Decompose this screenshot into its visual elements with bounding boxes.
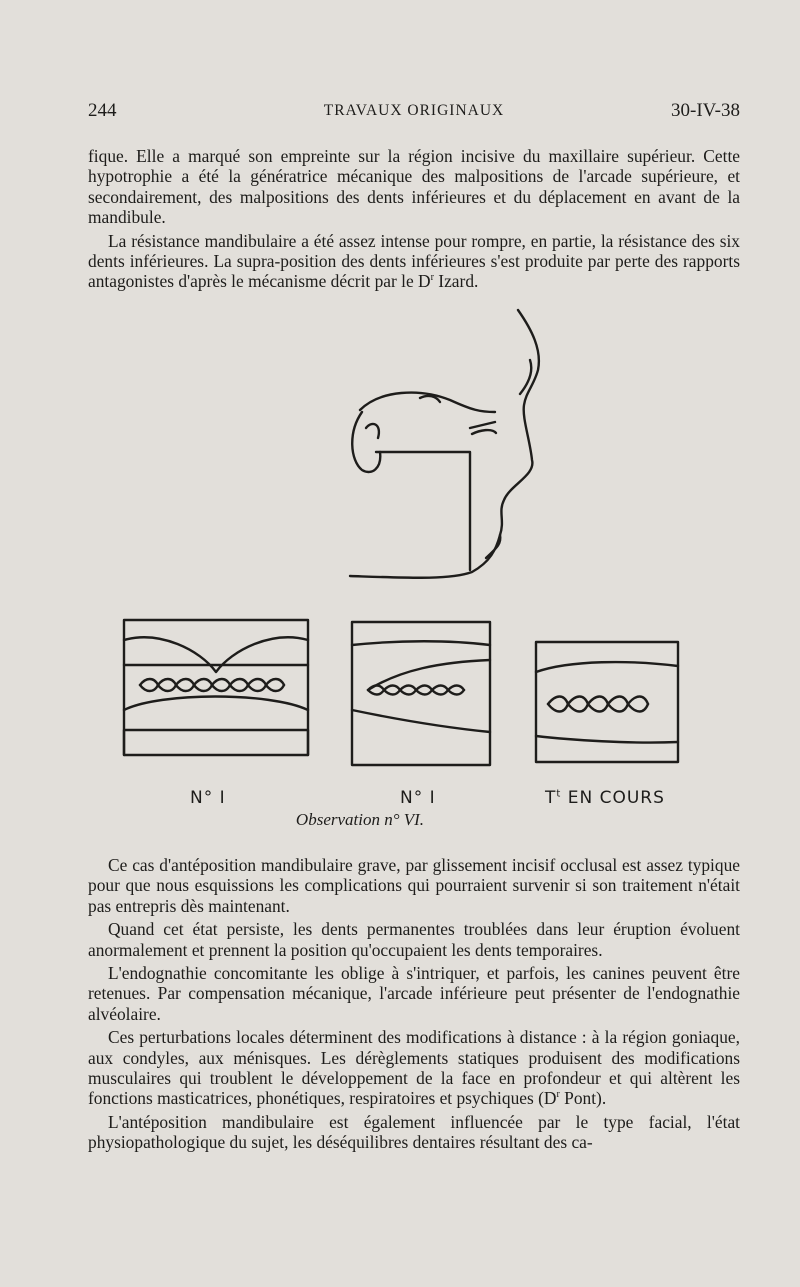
paragraph-4: Quand cet état persiste, les dents permanentes troublées dans leur éruption évoluent anormalement et prennent la position qu'occupaient les dents temporaires. (88, 919, 740, 960)
figure-label-3: $T^t$ EN COURS (545, 788, 665, 808)
paragraph-7: L'antéposition mandibulaire est également influencée par le type facial, l'état physiopathologique du sujet, les déséquilibres dentaires résultant des ca- (88, 1111, 740, 1153)
figure-label-2: N° I (400, 788, 436, 808)
dental-cast-1 (124, 620, 308, 755)
figure-label-1: N° I (190, 788, 226, 808)
top-text-block (88, 146, 740, 292)
figure-observation-vi (100, 300, 720, 840)
bottom-text-block (88, 855, 740, 1153)
paragraph-1: fique. Elle a marqué son empreinte sur la région incisive du maxillaire supérieur. Cette hypotrophie a été la génératrice mécanique des malpositions de l'arcade supérieure, et secondairement, des malpositions des dents inférieures et du déplacement en avant de la mandibule. (88, 146, 740, 228)
running-header (88, 100, 740, 126)
paragraph-5: L'endognathie concomitante les oblige à s'intriquer, et parfois, les canines peuvent être retenues. Par compensation mécanique, l'arcade inférieure peut présenter de l'endognathie alvéolaire. (88, 963, 740, 1024)
dental-cast-2 (352, 622, 490, 765)
figure-caption: Observation n° VI. (295, 810, 425, 829)
paragraph-6: Ces perturbations locales déterminent des modifications à distance : à la région goniaque, aux condyles, aux ménisques. Les dérèglements statiques produisent des modifications musculaires qui troublent le développement de la face en profondeur et qui altèrent les fonctions masticatrices, phonétiques, respiratoires et psychiques ($D^r$ Pont). (88, 1027, 740, 1109)
face-profile-drawing (350, 310, 539, 578)
running-title: TRAVAUX ORIGINAUX (323, 102, 505, 119)
issue-date: 30-IV-38 (671, 100, 740, 121)
dental-cast-3 (536, 642, 678, 762)
paragraph-2: La résistance mandibulaire a été assez intense pour rompre, en partie, la résistance des six dents inférieures. La supra-position des dents inférieures s'est produite par perte des rapports antagonistes d'après le mécanisme décrit par le $D^r$ Izard. (88, 230, 740, 292)
page-number: 244 (88, 100, 117, 121)
paragraph-3: Ce cas d'antéposition mandibulaire grave, par glissement incisif occlusal est assez typique pour que nous esquissions les complications qui pourraient survenir si son traitement n'était pas entrepris dès maintenant. (88, 855, 740, 916)
